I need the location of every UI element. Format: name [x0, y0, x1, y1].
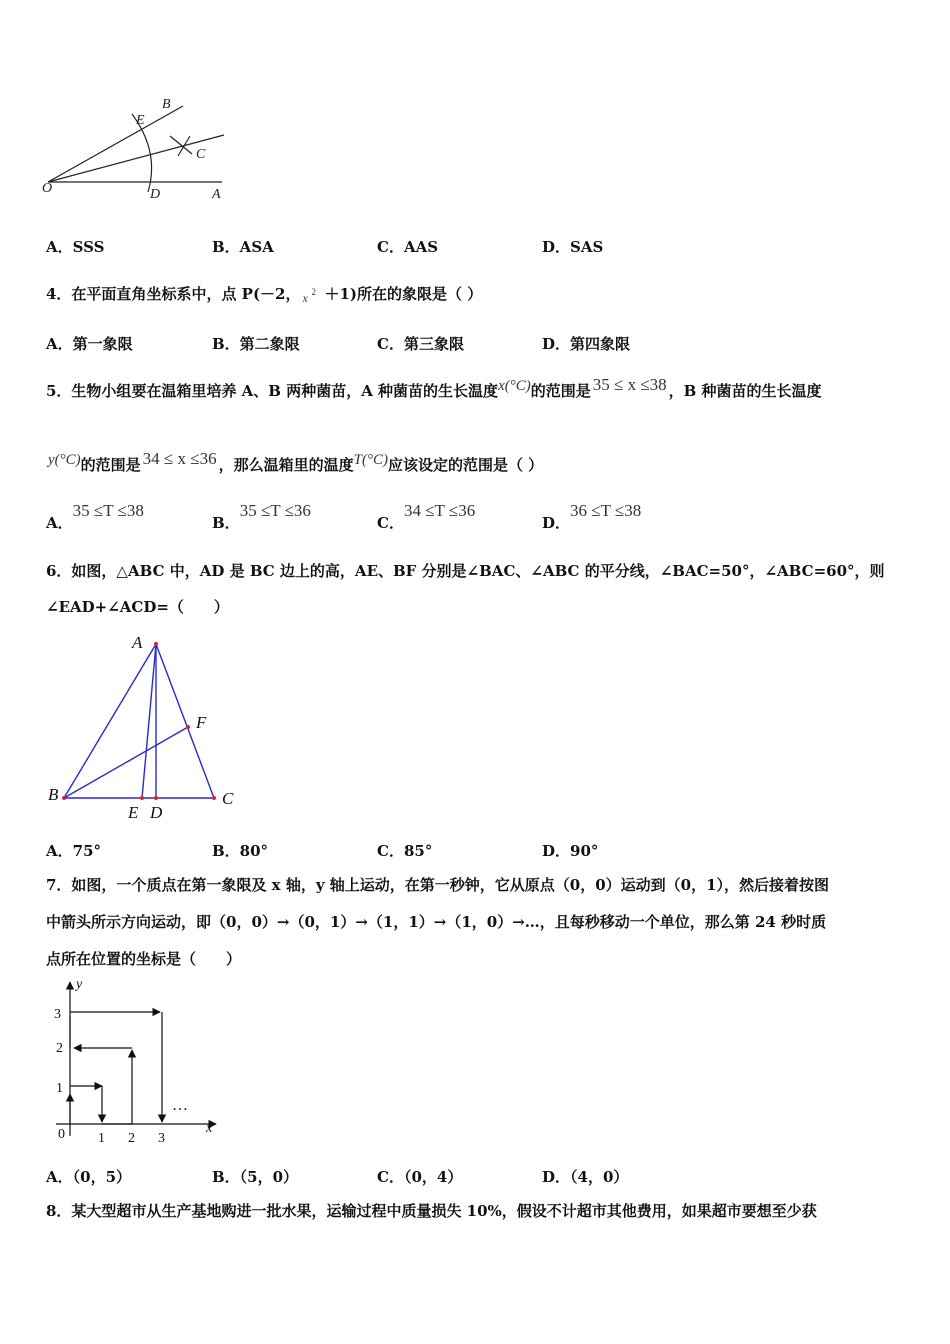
- q7-line3: 点所在位置的坐标是（ ）: [46, 950, 242, 968]
- q5-option-a-math: 35 ≤T ≤38: [72, 501, 144, 520]
- q4-stem: [46, 283, 482, 304]
- q7-line1: 7．如图，一个质点在第一象限及 x 轴，y 轴上运动，在第一秒钟，它从原点（0，0）运动到（0，1），然后接着按图: [46, 876, 830, 894]
- q5-option-b-letter: B．: [212, 514, 240, 532]
- q7-label-origin: 0: [58, 1127, 65, 1142]
- q6-option-b[interactable]: B．80°: [212, 842, 269, 860]
- q4-text-before: 4．在平面直角坐标系中，点 P(－2，: [46, 285, 301, 303]
- q5-option-a-letter: A．: [46, 514, 73, 532]
- q3-label-o: O: [42, 181, 53, 196]
- q7-option-d[interactable]: D．（4，0）: [542, 1168, 629, 1186]
- q7-ytick-2: 2: [56, 1041, 63, 1056]
- q6-side-ab: [64, 644, 156, 798]
- q5-line1: [46, 375, 822, 401]
- q5-option-d-letter: D．: [542, 514, 571, 532]
- q4-math-sup: 2: [311, 287, 316, 297]
- q6-point-c: [212, 796, 216, 800]
- q6-option-a[interactable]: A．75°: [46, 842, 102, 860]
- q3-label-c: C: [196, 147, 206, 162]
- q6-figure: [40, 628, 250, 828]
- q6-label-c: C: [222, 789, 234, 808]
- q3-option-b[interactable]: B．ASA: [212, 238, 274, 256]
- q6-point-a: [154, 642, 158, 646]
- q5-option-c-letter: C．: [377, 514, 404, 532]
- q7-xtick-2: 2: [128, 1131, 135, 1146]
- q6-label-a: A: [132, 633, 143, 652]
- q3-cross-2: [178, 136, 190, 156]
- q7-label-x: x: [206, 1121, 213, 1136]
- q7-ellipsis: …: [172, 1097, 188, 1114]
- q4-option-c[interactable]: C．第三象限: [377, 335, 464, 353]
- q5-math-t-unit: T(°C): [353, 452, 388, 468]
- q4-option-d[interactable]: D．第四象限: [542, 335, 631, 353]
- q3-label-a: A: [212, 187, 221, 202]
- q5-math-y-unit: y(°C): [48, 452, 81, 468]
- q5-option-d[interactable]: [542, 501, 642, 533]
- q6-label-b: B: [48, 785, 59, 804]
- q5-line2-text-a: 的范围是: [80, 456, 141, 474]
- q5-line2: [48, 449, 544, 475]
- q6-segment-ae: [142, 644, 156, 798]
- q6-point-d: [154, 796, 158, 800]
- q5-option-d-math: 36 ≤T ≤38: [570, 501, 642, 520]
- q7-ytick-3: 3: [54, 1007, 61, 1022]
- q3-option-d[interactable]: D．SAS: [542, 238, 604, 256]
- q5-line1-text-a: 5．生物小组要在温箱里培养 A、B 两种菌苗，A 种菌苗的生长温度: [46, 382, 499, 400]
- q3-option-a[interactable]: A．SSS: [46, 238, 105, 256]
- q5-option-c-math: 34 ≤T ≤36: [403, 501, 476, 520]
- q6-segment-bf: [64, 727, 188, 798]
- q6-point-e: [140, 796, 144, 800]
- q7-option-c[interactable]: C．（0，4）: [377, 1168, 463, 1186]
- q6-label-f: F: [196, 713, 207, 732]
- q3-label-d: D: [150, 187, 161, 202]
- q7-xtick-3: 3: [158, 1131, 165, 1146]
- q6-line1: 6．如图，△ABC 中，AD 是 BC 边上的高，AE、BF 分别是∠BAC、∠ABC 的平分线，∠BAC=50°，∠ABC=60°，则: [46, 562, 885, 580]
- q7-option-a[interactable]: A．（0，5）: [46, 1168, 132, 1186]
- q6-point-b: [62, 796, 66, 800]
- q7-ytick-1: 1: [56, 1081, 63, 1096]
- q6-label-d: D: [150, 803, 163, 822]
- q3-ray-ob: [48, 106, 183, 182]
- q7-xtick-1: 1: [98, 1131, 105, 1146]
- q7-option-b[interactable]: B．（5，0）: [212, 1168, 299, 1186]
- q5-option-b-math: 35 ≤T ≤36: [239, 501, 311, 520]
- q4-math-x: x: [302, 291, 308, 305]
- q3-option-c[interactable]: C．AAS: [377, 238, 439, 256]
- q5-line1-text-c: ，B 种菌苗的生长温度: [668, 382, 822, 400]
- q6-option-d[interactable]: D．90°: [542, 842, 599, 860]
- q6-point-f: [186, 725, 190, 729]
- q4-text-after: ＋1)所在的象限是（ ）: [324, 285, 483, 303]
- q5-option-b[interactable]: [212, 501, 311, 533]
- q4-option-a[interactable]: A．第一象限: [46, 335, 133, 353]
- q3-figure: [40, 92, 240, 207]
- q4-option-b[interactable]: B．第二象限: [212, 335, 300, 353]
- q6-option-c[interactable]: C．85°: [377, 842, 433, 860]
- q5-line1-text-b: 的范围是: [530, 382, 591, 400]
- q3-label-b: B: [162, 97, 171, 112]
- q5-math-x-unit: x(°C): [498, 378, 531, 394]
- q7-figure: [44, 976, 224, 1148]
- q5-math-y-range: 34 ≤ x ≤36: [142, 449, 217, 468]
- q5-option-c[interactable]: [377, 501, 476, 533]
- q5-option-a[interactable]: [46, 501, 144, 533]
- q7-line2: 中箭头所示方向运动，即（0，0）→（0，1）→（1，1）→（1，0）→…，且每秒移动一个单位，那么第 24 秒时质: [46, 913, 827, 931]
- q3-label-e: E: [136, 113, 145, 128]
- q5-line2-text-b: ，那么温箱里的温度: [218, 456, 354, 474]
- q8-line1: 8．某大型超市从生产基地购进一批水果，运输过程中质量损失 10%，假设不计超市其他费用，如果超市要想至少获: [46, 1202, 817, 1220]
- q5-math-x-range: 35 ≤ x ≤38: [592, 375, 667, 394]
- q6-line2: ∠EAD+∠ACD=（ ）: [46, 598, 229, 616]
- q7-label-y: y: [76, 977, 83, 992]
- q5-line2-text-c: 应该设定的范围是（ ）: [387, 456, 544, 474]
- q6-label-e: E: [128, 803, 139, 822]
